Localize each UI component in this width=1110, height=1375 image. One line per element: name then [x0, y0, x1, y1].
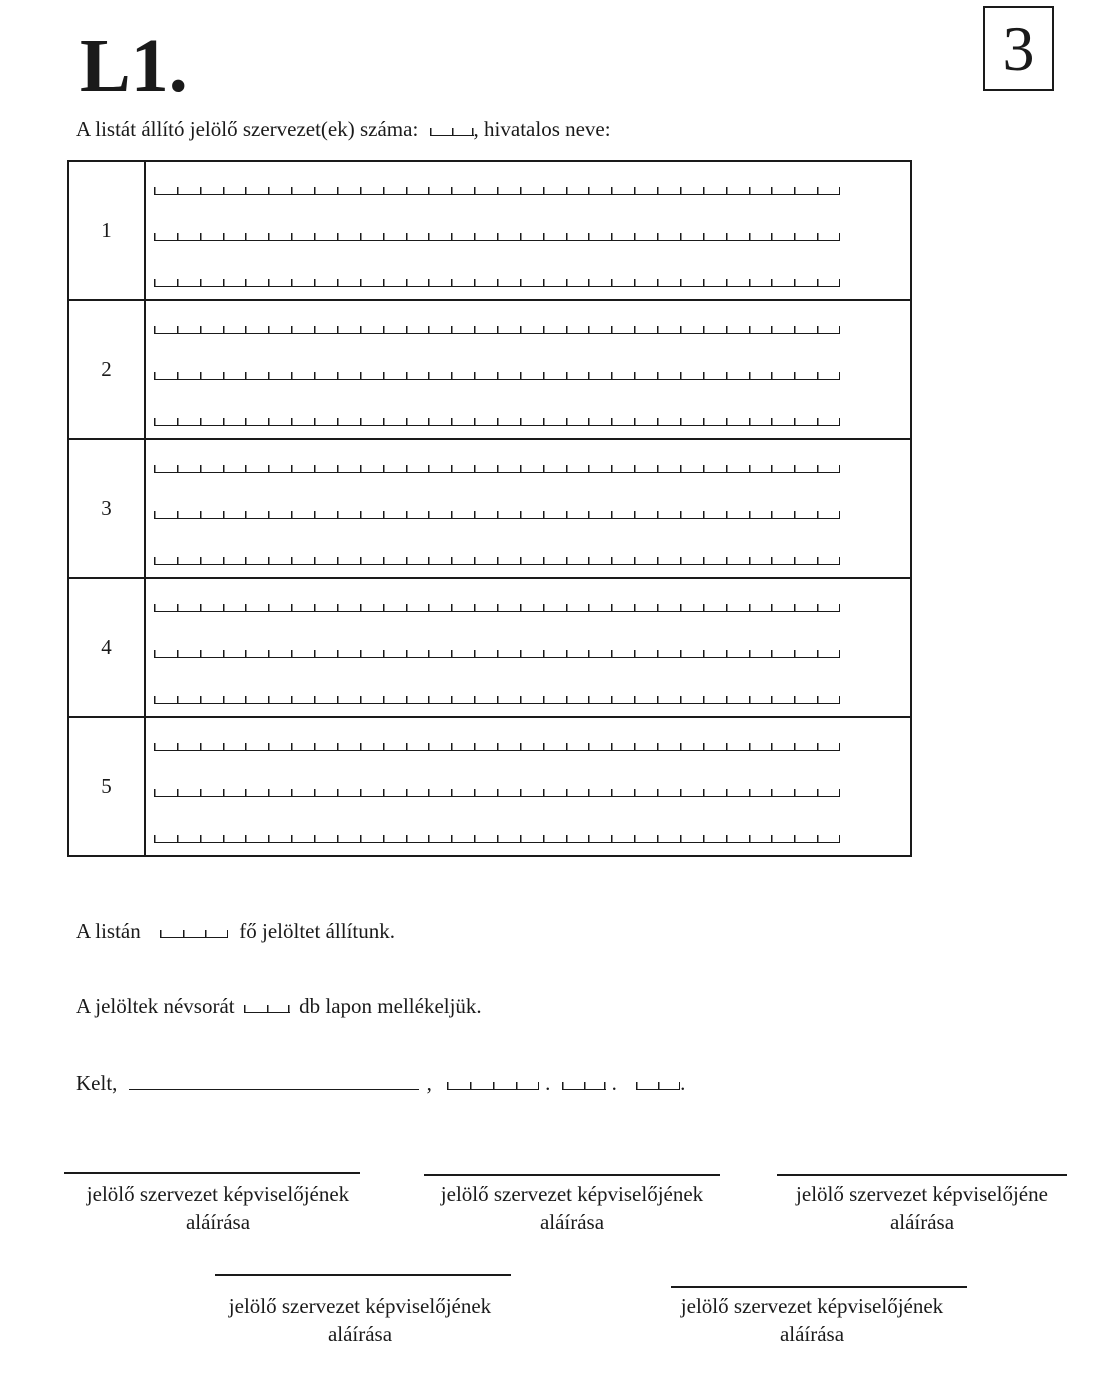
candidates-line — [76, 921, 395, 942]
signature-line-5[interactable] — [671, 1286, 967, 1288]
month-dot: . — [611, 1071, 617, 1095]
signature-caption-1-line2: aláírása — [185, 1210, 251, 1234]
org-name-fields — [145, 717, 911, 856]
signature-line-2[interactable] — [424, 1174, 720, 1176]
org-row-number: 3 — [68, 439, 145, 578]
org-row — [68, 161, 911, 300]
org-name-line-3[interactable] — [154, 835, 840, 843]
signature-caption-3 — [776, 1180, 1068, 1236]
attachment-suffix: db lapon mellékeljük. — [299, 994, 482, 1018]
org-name-line-1[interactable] — [154, 743, 840, 751]
year-dot: . — [545, 1071, 551, 1095]
org-row — [68, 578, 911, 717]
org-name-line-2[interactable] — [154, 789, 840, 797]
org-row-number: 5 — [68, 717, 145, 856]
org-name-line-1[interactable] — [154, 326, 840, 334]
candidates-suffix: fő jelöltet állítunk. — [239, 919, 395, 943]
org-row — [68, 300, 911, 439]
org-name-line-1[interactable] — [154, 604, 840, 612]
signature-caption-3-line1: jelölő szervezet képviselőjéne — [796, 1182, 1048, 1206]
org-name-line-3[interactable] — [154, 418, 840, 426]
candidate-count-field[interactable] — [160, 930, 228, 938]
org-name-table — [67, 160, 912, 857]
day-field[interactable] — [636, 1082, 680, 1090]
signature-line-1[interactable] — [64, 1172, 360, 1174]
org-name-fields — [145, 300, 911, 439]
signature-caption-1-line1: jelölő szervezet képviselőjének — [86, 1182, 350, 1206]
attachment-label: A jelöltek névsorát — [76, 994, 235, 1018]
official-name-label: , hivatalos neve: — [473, 117, 611, 141]
signature-caption-1 — [68, 1180, 368, 1236]
signature-caption-4 — [208, 1292, 512, 1348]
attachment-line — [76, 996, 482, 1017]
signature-caption-4-line1: jelölő szervezet képviselőjének — [228, 1294, 492, 1318]
signature-caption-3-line2: aláírása — [889, 1210, 955, 1234]
candidates-label: A listán — [76, 919, 141, 943]
org-name-line-3[interactable] — [154, 279, 840, 287]
org-number-label: A listát állító jelölő szervezet(ek) száma: — [76, 117, 419, 141]
page-number: 3 — [1002, 12, 1035, 84]
signature-caption-5-line1: jelölő szervezet képviselőjének — [680, 1294, 944, 1318]
org-name-line-3[interactable] — [154, 557, 840, 565]
signature-caption-5 — [660, 1292, 964, 1348]
org-row — [68, 439, 911, 578]
org-row — [68, 717, 911, 856]
org-name-fields — [145, 578, 911, 717]
org-name-line-1[interactable] — [154, 465, 840, 473]
org-name-line-2[interactable] — [154, 511, 840, 519]
place-field[interactable] — [129, 1075, 419, 1090]
year-field[interactable] — [447, 1082, 539, 1090]
org-name-line-2[interactable] — [154, 372, 840, 380]
org-row-number: 2 — [68, 300, 145, 439]
form-code-title: L1. — [80, 24, 188, 108]
org-name-line-2[interactable] — [154, 650, 840, 658]
org-name-fields — [145, 439, 911, 578]
dated-label: Kelt, — [76, 1071, 118, 1095]
org-number-line — [76, 119, 611, 140]
signature-caption-2-line2: aláírása — [539, 1210, 605, 1234]
org-name-fields — [145, 161, 911, 300]
signature-line-4[interactable] — [215, 1274, 511, 1276]
signature-caption-2-line1: jelölő szervezet képviselőjének — [440, 1182, 704, 1206]
signature-caption-2 — [422, 1180, 722, 1236]
place-comma: , — [426, 1071, 432, 1095]
org-name-line-3[interactable] — [154, 696, 840, 704]
org-number-field[interactable] — [430, 128, 474, 136]
dated-line — [76, 1073, 685, 1094]
month-field[interactable] — [562, 1082, 606, 1090]
day-dot: . — [680, 1071, 686, 1095]
signature-line-3[interactable] — [777, 1174, 1067, 1176]
page-count-field[interactable] — [244, 1005, 290, 1013]
signature-caption-5-line2: aláírása — [779, 1322, 845, 1346]
org-name-line-1[interactable] — [154, 187, 840, 195]
signature-caption-4-line2: aláírása — [327, 1322, 393, 1346]
page-number-box — [983, 6, 1054, 91]
org-row-number: 4 — [68, 578, 145, 717]
org-row-number: 1 — [68, 161, 145, 300]
org-name-line-2[interactable] — [154, 233, 840, 241]
